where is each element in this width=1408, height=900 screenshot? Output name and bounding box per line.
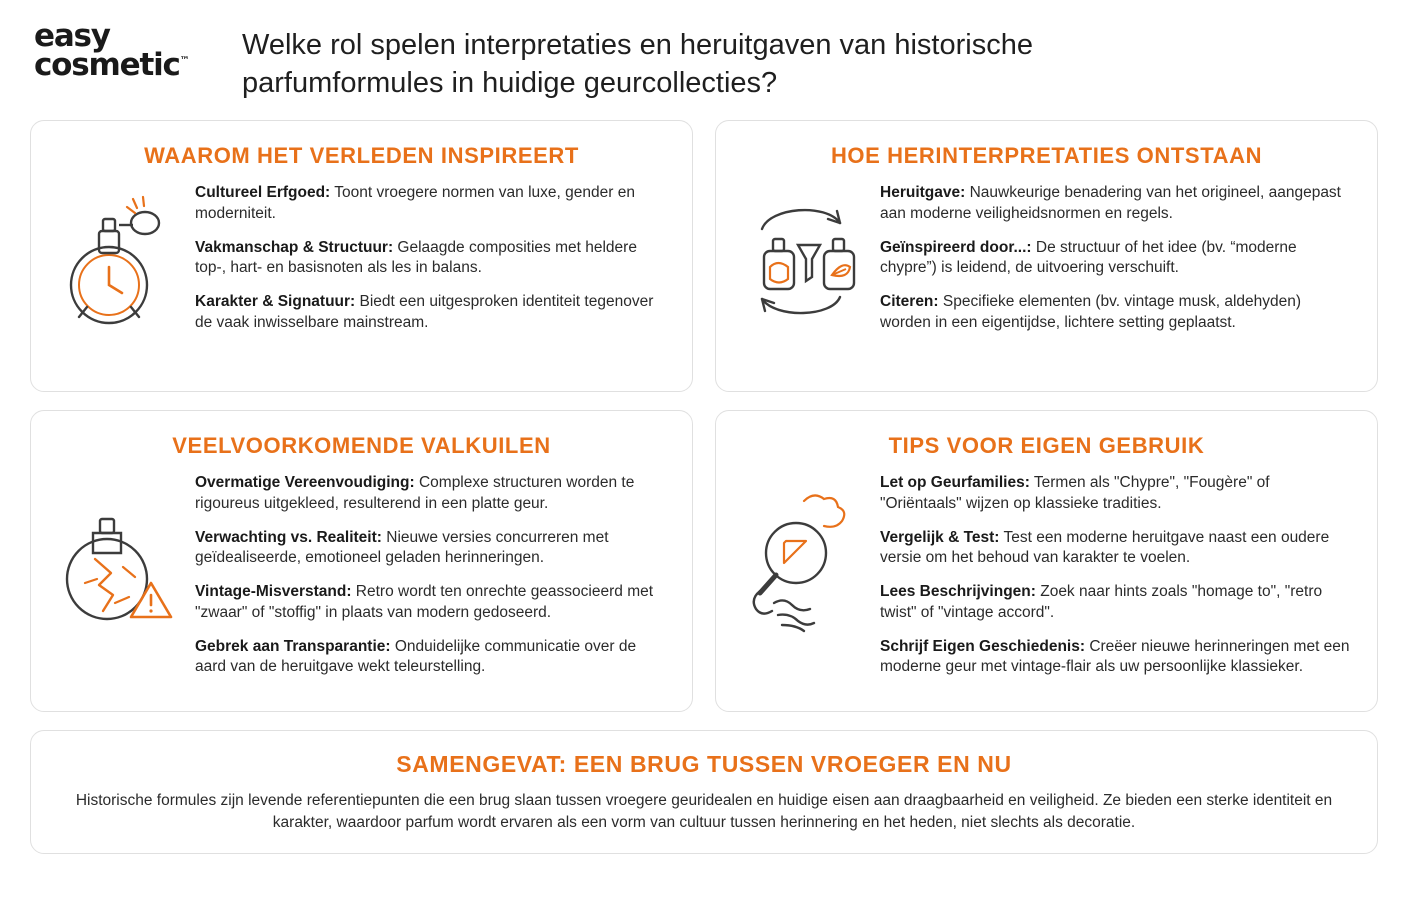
bullet-text: Biedt een uitgesproken identiteit tegenover de vaak inwisselbare mainstream. <box>195 293 654 331</box>
bullet-term: Verwachting vs. Realiteit: <box>195 528 382 546</box>
bullet-text: Specifieke elementen (bv. vintage musk, aldehyden) worden in een eigentijdse, lichtere setting geplaatst. <box>880 293 1302 331</box>
bullet-text: Creëer nieuwe herinneringen met een moderne geur met vintage-flair als uw persoonlijke klassieker. <box>880 637 1350 676</box>
bullet-item <box>880 292 1355 334</box>
bullet-text: De structuur of het idee (bv. “moderne chypre”) is leidend, de uitvoering verschuift. <box>880 238 1297 277</box>
card-bullets <box>195 183 670 334</box>
bullet-text: Zoek naar hints zoals "homage to", "retro twist" of "vintage accord". <box>880 583 1323 621</box>
bullet-term: Vintage-Misverstand: <box>195 583 352 601</box>
card-bullets <box>880 473 1355 678</box>
bullet-term: Overmatige Vereenvoudiging: <box>195 474 415 491</box>
bullet-item <box>195 582 670 624</box>
bullet-text: Gelaagde composities met heldere top-, hart- en basisnoten als les in balans. <box>195 238 637 277</box>
card-heading: HOE HERINTERPRETATIES ONTSTAAN <box>830 143 1263 168</box>
bullet-item <box>195 637 670 679</box>
bullet-text: Toont vroegere normen van luxe, gender en moderniteit. <box>195 184 635 222</box>
vintage-perfume-atomizer-clock-icon <box>53 183 181 339</box>
bullet-text: Test een moderne heruitgave naast een oudere versie om het behoud van karakter te voelen. <box>880 528 1330 567</box>
bullet-item <box>195 238 670 280</box>
card-bullets <box>880 183 1355 334</box>
card-heading: TIPS VOOR EIGEN GEBRUIK <box>888 433 1205 458</box>
card-tips-voor-eigen-gebruik <box>715 410 1378 712</box>
bullet-text: Nieuwe versies concurreren met geïdealiseerde, emotioneel geladen herinneringen. <box>195 528 609 567</box>
bullet-item <box>880 528 1355 570</box>
bullet-term: Schrijf Eigen Geschiedenis: <box>880 637 1086 655</box>
logo-line-2: cosmetic™ <box>34 46 190 83</box>
card-hoe-herinterpretaties-ontstaan <box>715 120 1378 392</box>
bullet-term: Heruitgave: <box>880 184 966 201</box>
bullet-item <box>880 183 1355 225</box>
broken-perfume-bottle-warning-icon <box>53 473 181 639</box>
bullet-item <box>880 637 1355 679</box>
bottles-funnel-recycle-arrows-icon <box>738 183 866 329</box>
bullet-term: Karakter & Signatuur: <box>195 293 356 311</box>
bullet-term: Let op Geurfamilies: <box>880 474 1030 491</box>
summary-text: Historische formules zijn levende referentiepunten die een brug slaan tussen vroegere geuridealen en huidige eisen aan draagbaarheid en veiligheid. Ze bieden een sterke identiteit en karakter, waardoor parfum wordt ervaren als een vorm van cultuur tussen herinnering en het heden, niet slechts als decoratie. <box>75 792 1333 831</box>
card-heading: WAAROM HET VERLEDEN INSPIREERT <box>144 143 579 168</box>
bullet-term: Vakmanschap & Structuur: <box>195 238 394 256</box>
brand-logo <box>34 18 214 83</box>
header <box>0 0 1408 120</box>
bullet-text: Complexe structuren worden te rigoureus uitgekleed, resulterend in een platte geur. <box>195 474 635 512</box>
bullet-item <box>195 473 670 515</box>
page-title-text: Welke rol spelen interpretaties en heruitgaven van historische parfumformules in huidige geurcollecties? <box>242 29 1033 100</box>
card-waarom-het-verleden-inspireert <box>30 120 693 392</box>
bullet-text: Termen als "Chypre", "Fougère" of "Oriëntaals" wijzen op klassieke tradities. <box>880 474 1270 512</box>
bullet-term: Vergelijk & Test: <box>880 528 1000 546</box>
summary-heading: SAMENGEVAT: EEN BRUG TUSSEN VROEGER EN NU <box>396 751 1012 777</box>
card-grid <box>0 120 1408 712</box>
bullet-item <box>880 582 1355 624</box>
bullet-item <box>195 528 670 570</box>
card-bullets <box>195 473 670 678</box>
bullet-item <box>195 292 670 334</box>
bullet-item <box>195 183 670 225</box>
hand-magnifier-scent-icon <box>738 473 866 639</box>
summary-card <box>30 730 1378 854</box>
page-title <box>214 18 1378 103</box>
bullet-text: Retro wordt ten onrechte geassocieerd met "zwaar" of "stoffig" in plaats van modern gedoseerd. <box>195 583 654 621</box>
bullet-item <box>880 473 1355 515</box>
logo-line-1: easy <box>34 18 110 54</box>
card-heading: VEELVOORKOMENDE VALKUILEN <box>172 433 551 458</box>
bullet-item <box>880 238 1355 280</box>
bullet-text: Onduidelijke communicatie over de aard van de heruitgave wekt teleurstelling. <box>195 637 637 676</box>
bullet-term: Gebrek aan Transparantie: <box>195 637 391 655</box>
bullet-text: Nauwkeurige benadering van het origineel, aangepast aan moderne veiligheidsnormen en regels. <box>880 184 1341 222</box>
card-veelvoorkomende-valkuilen <box>30 410 693 712</box>
bullet-term: Cultureel Erfgoed: <box>195 184 331 201</box>
logo-trademark: ™ <box>179 55 190 67</box>
bullet-term: Citeren: <box>880 293 939 311</box>
bullet-term: Lees Beschrijvingen: <box>880 583 1036 601</box>
bullet-term: Geïnspireerd door...: <box>880 238 1032 256</box>
